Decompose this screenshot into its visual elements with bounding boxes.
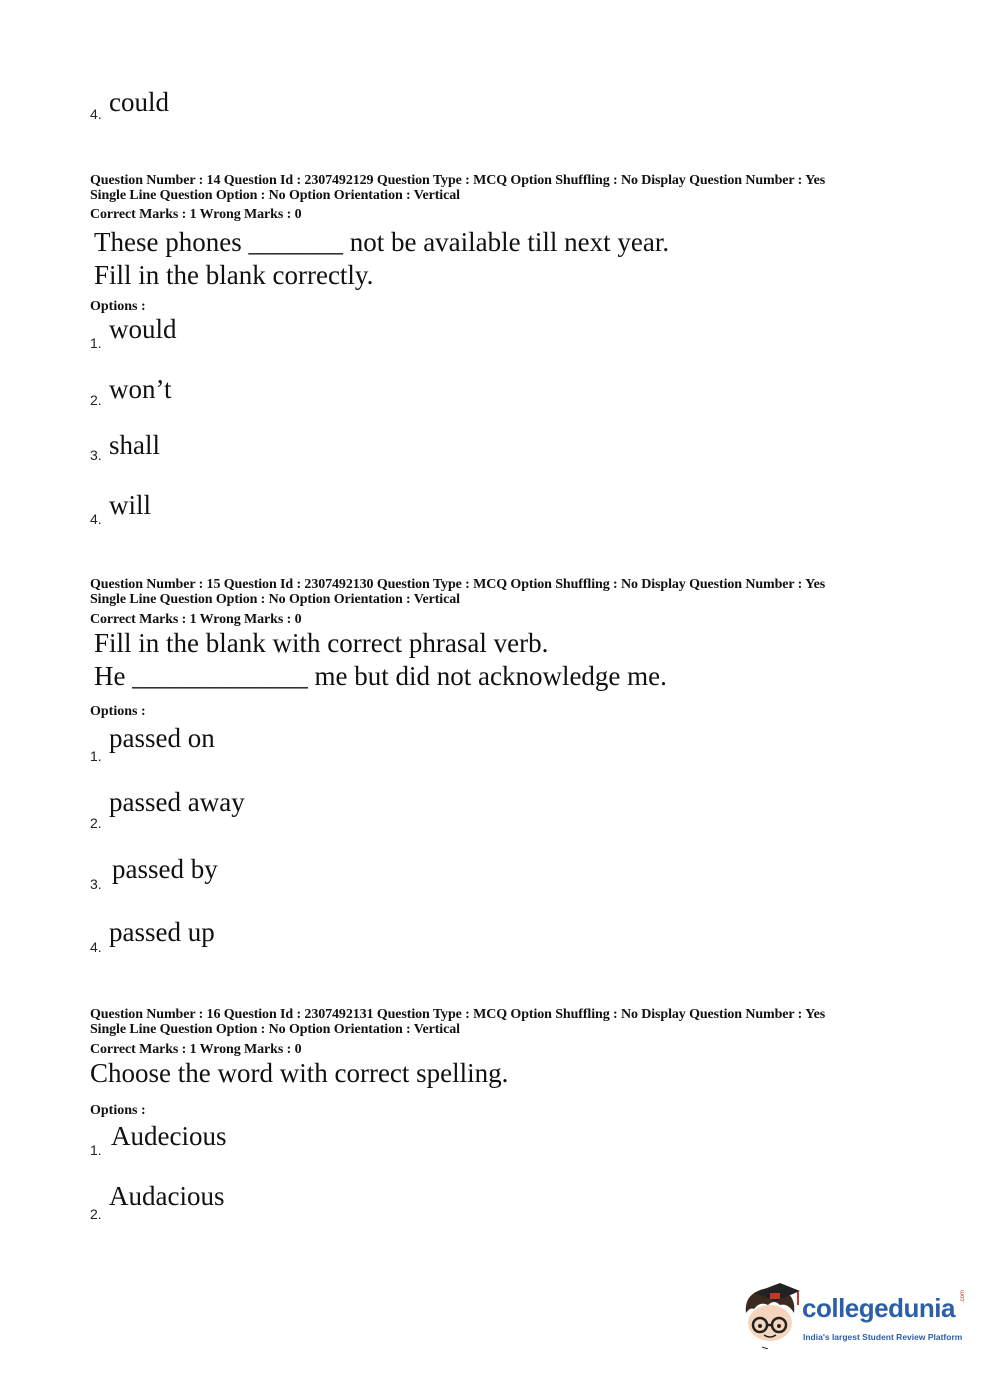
option-text: Audacious bbox=[109, 1181, 225, 1211]
q14-question-text bbox=[94, 226, 669, 292]
option-number: 3. bbox=[90, 876, 102, 892]
q15-meta bbox=[90, 577, 825, 607]
option-text: will bbox=[109, 490, 152, 520]
q14-marks: Correct Marks : 1 Wrong Marks : 0 bbox=[90, 207, 302, 222]
q14-meta bbox=[90, 173, 825, 203]
logo-wordmark: collegedunia bbox=[802, 1293, 955, 1323]
option-number: 1. bbox=[90, 335, 102, 351]
collegedunia-logo bbox=[740, 1283, 970, 1353]
q14-meta-line2: Single Line Question Option : No Option Orientation : Vertical bbox=[90, 188, 460, 203]
option-number: 2. bbox=[90, 392, 102, 408]
q15-question-text bbox=[94, 627, 667, 693]
option-text: passed away bbox=[109, 787, 245, 817]
option-text: passed up bbox=[109, 917, 215, 947]
q14-text-line2: Fill in the blank correctly. bbox=[94, 260, 374, 290]
option-text: shall bbox=[109, 430, 160, 460]
option-number: 4. bbox=[90, 511, 102, 527]
option-number: 1. bbox=[90, 748, 102, 764]
option-text: passed on bbox=[109, 723, 215, 753]
q15-meta-line2: Single Line Question Option : No Option Orientation : Vertical bbox=[90, 592, 460, 607]
mascot-icon bbox=[740, 1283, 802, 1349]
option-number: 4. bbox=[90, 939, 102, 955]
q16-text-line1: Choose the word with correct spelling. bbox=[90, 1058, 509, 1088]
q15-options-label: Options : bbox=[90, 704, 146, 719]
option-number: 2. bbox=[90, 815, 102, 831]
option-number: 2. bbox=[90, 1206, 102, 1222]
q15-marks: Correct Marks : 1 Wrong Marks : 0 bbox=[90, 612, 302, 627]
option-number: 1. bbox=[90, 1142, 102, 1158]
option-text: passed by bbox=[112, 854, 218, 884]
q15-meta-line1: Question Number : 15 Question Id : 2307492130 Question Type : MCQ Option Shuffling : No Display Question Number : Yes bbox=[90, 577, 826, 592]
logo-tagline: India's largest Student Review Platform bbox=[803, 1332, 963, 1342]
q14-meta-line1: Question Number : 14 Question Id : 2307492129 Question Type : MCQ Option Shuffling : No Display Question Number : Yes bbox=[90, 173, 826, 188]
q16-marks: Correct Marks : 1 Wrong Marks : 0 bbox=[90, 1042, 302, 1057]
option-text: would bbox=[109, 314, 177, 344]
option-text: won’t bbox=[109, 374, 172, 404]
option-number: 4. bbox=[90, 106, 102, 122]
q16-meta-line2: Single Line Question Option : No Option Orientation : Vertical bbox=[90, 1022, 460, 1037]
q16-meta-line1: Question Number : 16 Question Id : 2307492131 Question Type : MCQ Option Shuffling : No Display Question Number : Yes bbox=[90, 1007, 826, 1022]
option-text: could bbox=[109, 87, 169, 117]
q14-options-label: Options : bbox=[90, 299, 146, 314]
q16-meta bbox=[90, 1007, 825, 1037]
q14-text-line1: These phones _______ not be available till next year. bbox=[94, 227, 670, 257]
logo-com: .com bbox=[960, 1289, 966, 1303]
q16-question-text bbox=[90, 1057, 508, 1090]
option-text: Audecious bbox=[111, 1121, 227, 1151]
q15-text-line2: He _____________ me but did not acknowledge me. bbox=[94, 661, 667, 691]
q16-options-label: Options : bbox=[90, 1103, 146, 1118]
option-number: 3. bbox=[90, 447, 102, 463]
q15-text-line1: Fill in the blank with correct phrasal verb. bbox=[94, 628, 549, 658]
